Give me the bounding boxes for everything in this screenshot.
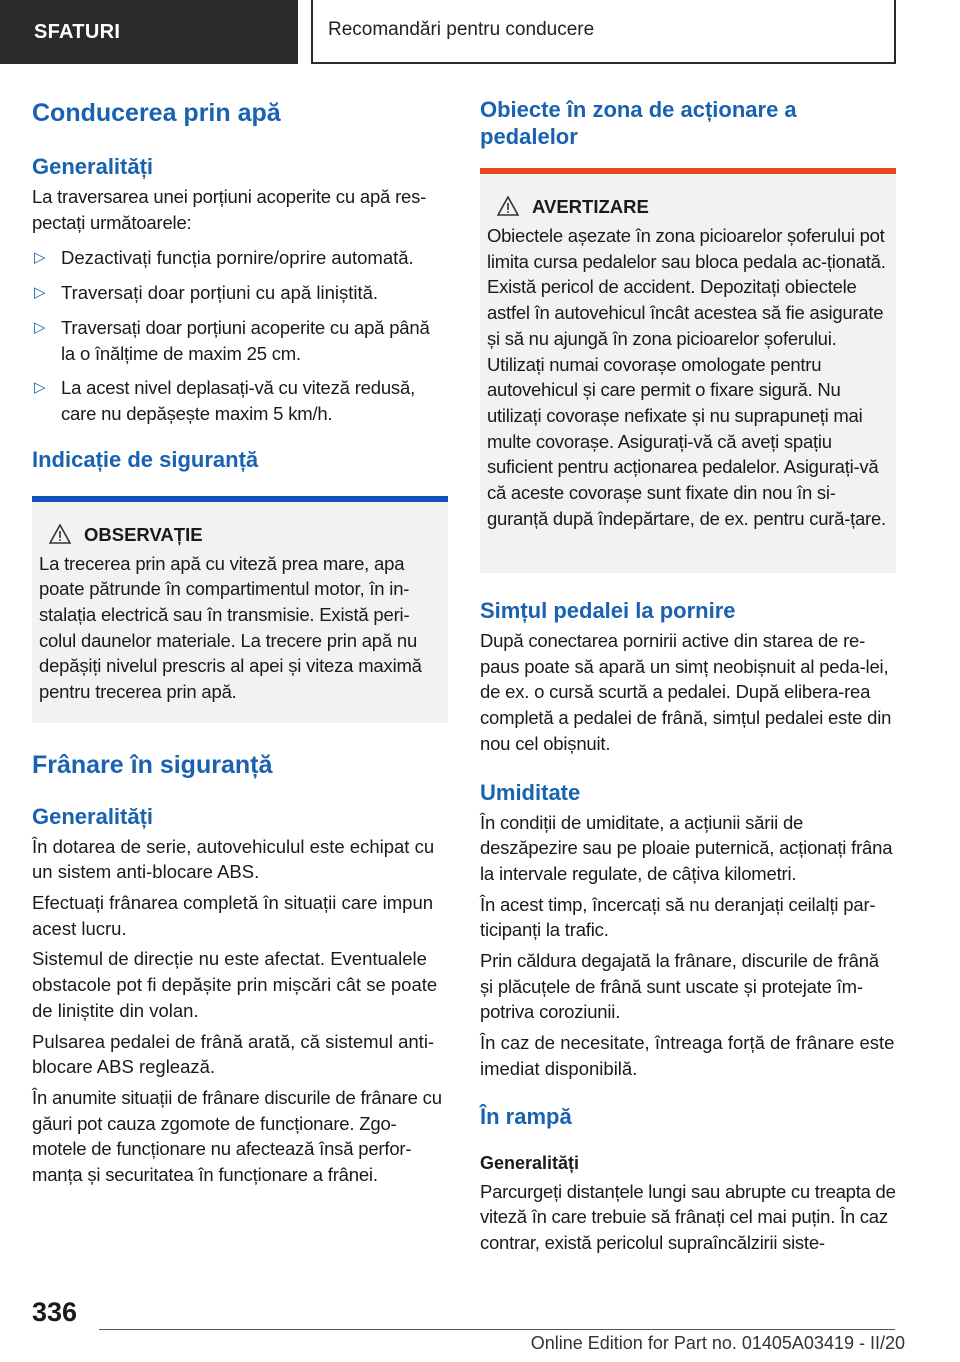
pedal-paragraph: După conectarea pornirii active din starea de re-paus poate să apară un simț neobișnuit al peda-lei, de ex. o cursă scurtă a pedalei. După elibera-rea completă a pedalei de frână, simțul pedalei este din nou cel obișnuit. xyxy=(480,630,892,754)
warning-triangle-icon xyxy=(497,196,519,216)
humidity-paragraph: În condiții de umiditate, a acțiunii sării de deszăpezire sau pe ploaie puternică, acționați frâna la intervale regulate, de câțiva kilometri. xyxy=(480,811,893,884)
triangle-right-icon: ▷ xyxy=(34,318,46,336)
humidity-paragraph: În acest timp, încercați să nu deranjați ceilalți par-ticipanți la trafic. xyxy=(480,893,876,941)
right-column xyxy=(480,96,896,1256)
warning-triangle-icon xyxy=(49,524,71,544)
humidity-paragraph: Prin căldura degajată la frânare, discurile de frână și plăcuțele de frână sunt uscate și protejate îm-potriva coroziunii. xyxy=(480,950,879,1023)
heading-humidity: Umiditate xyxy=(480,779,581,805)
page-number: 336 xyxy=(32,1297,78,1327)
heading-pedal-feel: Simțul pedalei la pornire xyxy=(480,598,736,623)
triangle-right-icon: ▷ xyxy=(34,284,46,302)
subheading-general: Generalități xyxy=(32,154,154,179)
subheading-general: Generalități xyxy=(480,1152,580,1173)
list-item: ▷ Dezactivați funcția pornire/oprire automată. xyxy=(32,245,448,271)
brake-paragraph: În anumite situații de frânare discurile de frânare cu găuri pot cauza zgomote de funcționare. Zgo-motele de funcționare nu afectează însă perfor-manța și securitatea în funcționare a frânei. xyxy=(32,1086,442,1186)
warning-box xyxy=(480,168,896,573)
heading-safety-note: Indicație de siguranță xyxy=(32,446,259,472)
brake-paragraph: Efectuați frânarea completă în situații care impun acest lucru. xyxy=(32,892,434,939)
subheading-general: Generalități xyxy=(32,803,154,829)
brake-paragraph: În dotarea de serie, autovehiculul este echipat cu un sistem anti-blocare ABS. xyxy=(32,835,435,883)
ramp-paragraph: Parcurgeți distanțele lungi sau abrupte cu treapta de viteză în care trebuie să frânați cel mai puțin. În caz contrar, există pericolul supraîncălzirii siste- xyxy=(480,1180,896,1253)
triangle-right-icon: ▷ xyxy=(34,249,46,267)
warning-text: Obiectele așezate în zona picioarelor șoferului pot limita cursa pedalelor sau bloca pedala ac-ționată. Există pericol de accident. Depozitați obiectele astfel în autovehicul încât acestea să fie asigurate și să nu ajungă în zona picioarelor șoferului. Utilizați numai covorașe omologate pentru autovehicul și care permit o fixare sigură. Nu utilizați covorașe nefixate și nu suprapuneți mai multe covorașe. Asigurați-vă că aveți spațiu suficient pentru acționarea pedalelor. Asigurați-vă că aceste covorașe sunt fixate din nou în si-guranță după îndepărtare, de ex. pentru cură-țare. xyxy=(487,225,886,529)
brake-paragraph: Pulsarea pedalei de frână arată, că sistemul anti-blocare ABS reglează. xyxy=(32,1030,435,1078)
heading-pedal-objects: Obiecte în zona de acționare a pedalelor xyxy=(480,97,797,149)
brake-paragraph: Sistemul de direcție nu este afectat. Eventualele obstacole pot fi depășite prin mișcări cât se poate de liniștite din volan. xyxy=(32,948,438,1021)
notice-text: La trecerea prin apă cu viteză prea mare, apa poate pătrunde în compartimentul motor, în in-stalația electrică sau în transmisie. Există peri-colul daunelor materiale. La trecere prin apă nu depășiți nivelul prescris al apei și viteza maximă pentru trecerea prin apă. xyxy=(39,552,422,703)
humidity-paragraph: În caz de necesitate, întreaga forță de frânare este imediat disponibilă. xyxy=(480,1032,895,1079)
list-item: ▷ Traversați doar porțiuni cu apă liniștită. xyxy=(32,280,448,306)
heading-ramp: În rampă xyxy=(480,1103,572,1129)
edition-note: Online Edition for Part no. 01405A03419 - II/20 xyxy=(530,1333,905,1353)
chapter-title: Recomandări pentru conducere xyxy=(311,0,896,64)
water-intro: La traversarea unei porțiuni acoperite cu apă res-pectați următoarele: xyxy=(32,186,427,233)
heading-water-driving: Conducerea prin apă xyxy=(32,99,281,127)
water-list xyxy=(32,245,448,426)
heading-safe-braking: Frânare în siguranță xyxy=(32,750,273,779)
footer-divider xyxy=(99,1329,895,1330)
triangle-right-icon: ▷ xyxy=(34,379,46,397)
page-header xyxy=(0,0,960,64)
list-item: ▷ La acest nivel deplasați-vă cu viteză redusă, care nu depășește maxim 5 km/h. xyxy=(34,377,416,424)
section-tab: SFATURI xyxy=(0,0,298,64)
left-column xyxy=(32,96,448,1188)
list-item: ▷ Traversați doar porțiuni acoperite cu apă până la o înălțime de maxim 25 cm. xyxy=(34,316,430,364)
notice-box xyxy=(32,496,448,723)
notice-title: OBSERVAȚIE xyxy=(39,522,440,548)
warning-title: AVERTIZARE xyxy=(487,194,888,220)
